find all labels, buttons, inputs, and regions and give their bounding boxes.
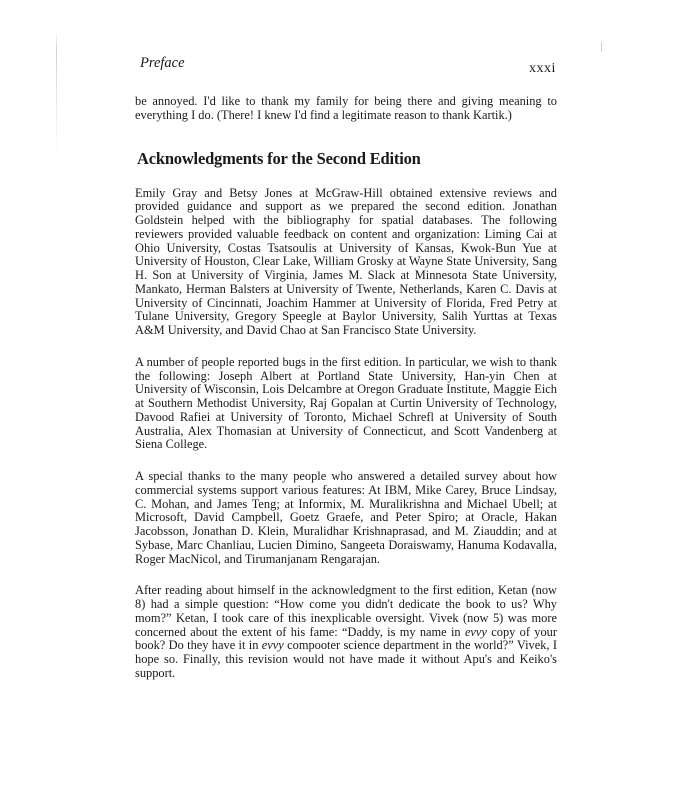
family-text-part-2: copy of your book? Do they have it in: [135, 624, 557, 653]
page-number: xxxi: [529, 61, 556, 76]
running-head: Preface: [140, 55, 185, 71]
paragraph-survey-thanks: A special thanks to the many people who answered a detailed survey about how commercial systems support various features: At IBM, Mike Carey, Bruce Lindsay, C. Mohan, and James Teng; at Informix, M. Muralikrishna and Michael Ubell; at Microsoft, David Campbell, Goetz Graefe, and Peter Spiro; at Oracle, Hakan Jacobsson, Jonathan D. Klein, Muralidhar Krishnaprasad, and M. Ziauddin; and at Sybase, Marc Chanliau, Lucien Dimino, Sangeeta Doraiswamy, Hanuma Kodavalla, Roger MacNicol, and Tirumanjanam Rengarajan.: [135, 469, 557, 566]
paragraph-bug-reporters: A number of people reported bugs in the first edition. In particular, we wish to thank the following: Joseph Albert at Portland State University, Han-yin Chen at University of Wisconsin, Lois Delcambre at Oregon Graduate Institute, Maggie Eich at Southern Methodist University, Raj Gopalan at Curtin University of Technology, Davood Rafiei at University of Toronto, Michael Schrefl at University of South Australia, Alex Thomasian at University of Connecticut, and Scott Vandenberg at Siena College.: [135, 354, 557, 452]
emphasis-evvy-1: evvy: [464, 624, 487, 639]
section-heading: Acknowledgments for the Second Edition: [137, 148, 421, 168]
scan-edge-mark: [56, 30, 57, 160]
family-text-part-3: compooter science department in the world?” Vivek, I hope so. Finally, this revision would not have made it without Apu's and Keiko's support.: [135, 638, 557, 680]
paragraph-family: [135, 584, 557, 680]
family-text-part-1: After reading about himself in the acknowledgment to the first edition, Ketan (now 8) had a simple question: “How come you didn't dedicate the book to us? Why mom?” Ketan, I took care of this inexplicable oversight. Vivek (now 5) was more concerned about the extent of his fame: “Daddy, is my name in: [135, 583, 557, 639]
paragraph-reviewers: Emily Gray and Betsy Jones at McGraw-Hill obtained extensive reviews and provided guidance and support as we prepared the second edition. Jonathan Goldstein helped with the bibliography for spatial databases. The following reviewers provided valuable feedback on content and organization: Liming Cai at Ohio University, Costas Tsatsoulis at University of Kansas, Kwok-Bun Yue at University of Houston, Clear Lake, William Grosky at Wayne State University, Sang H. Son at University of Virginia, James M. Slack at Minnesota State University, Mankato, Herman Balsters at University of Twente, Netherlands, Karen C. Davis at University of Cincinnati, Joachim Hammer at University of Florida, Fred Petry at Tulane University, Gregory Speegle at Baylor University, Salih Yurttas at Texas A&M University, and David Chao at San Francisco State University.: [135, 185, 557, 337]
emphasis-evvy-2: evvy: [261, 638, 284, 653]
page-body: [135, 95, 557, 699]
continued-paragraph: be annoyed. I'd like to thank my family for being there and giving meaning to everything I do. (There! I knew I'd find a legitimate reason to thank Kartik.): [135, 94, 557, 122]
scan-speck: [601, 42, 602, 52]
